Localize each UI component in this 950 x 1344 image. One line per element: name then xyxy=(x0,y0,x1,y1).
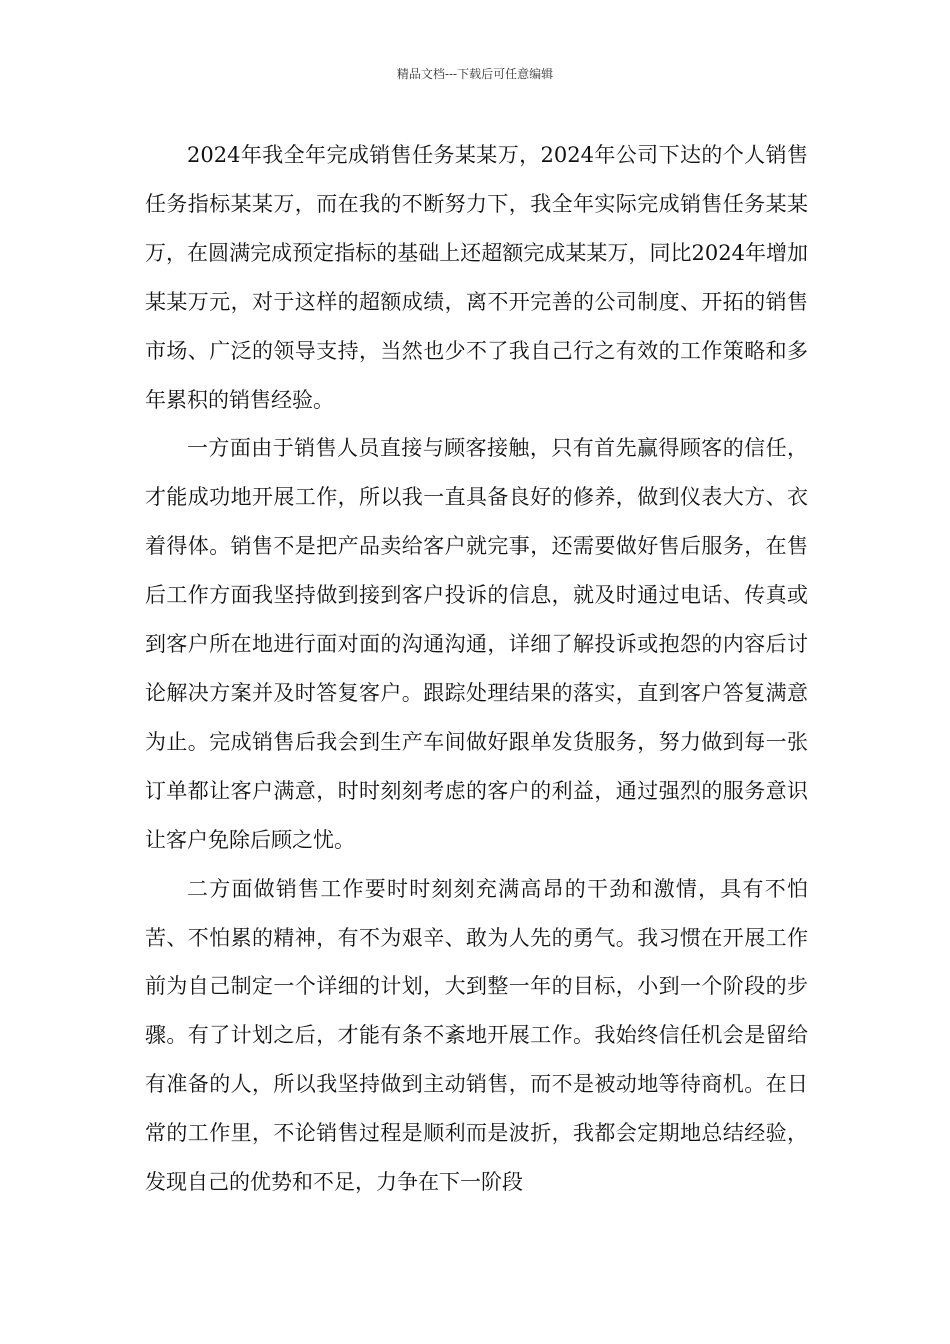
document-body xyxy=(145,131,808,1207)
paragraph-3: 二方面做销售工作要时时刻刻充满高昂的干劲和激情，具有不怕苦、不怕累的精神，有不为艰辛、敢为人先的勇气。我习惯在开展工作前为自己制定一个详细的计划，大到整一年的目标，小到一个阶段的步骤。有了计划之后，才能有条不紊地开展工作。我始终信任机会是留给有准备的人，所以我坚持做到主动销售，而不是被动地等待商机。在日常的工作里，不论销售过程是顺利而是波折，我都会定期地总结经验，发现自己的优势和不足，力争在下一阶段 xyxy=(145,876,808,1195)
page-header: 精品文档---下载后可任意编辑 xyxy=(396,67,554,81)
paragraph-1: 2024年我全年完成销售任务某某万，2024年公司下达的个人销售任务指标某某万，而在我的不断努力下，我全年实际完成销售任务某某万，在圆满完成预定指标的基础上还超额完成某某万，同比2024年增加某某万元，对于这样的超额成绩，离不开完善的公司制度、开拓的销售市场、广泛的领导支持，当然也少不了我自己行之有效的工作策略和多年累积的销售经验。 xyxy=(145,143,808,412)
paragraph-2: 一方面由于销售人员直接与顾客接触，只有首先赢得顾客的信任，才能成功地开展工作，所以我一直具备良好的修养，做到仪表大方、衣着得体。销售不是把产品卖给客户就完事，还需要做好售后服务，在售后工作方面我坚持做到接到客户投诉的信息，就及时通过电话、传真或到客户所在地进行面对面的沟通沟通，详细了解投诉或抱怨的内容后讨论解决方案并及时答复客户。跟踪处理结果的落实，直到客户答复满意为止。完成销售后我会到生产车间做好跟单发货服务，努力做到每一张订单都让客户满意，时时刻刻考虑的客户的利益，通过强烈的服务意识让客户免除后顾之忧。 xyxy=(145,436,808,852)
